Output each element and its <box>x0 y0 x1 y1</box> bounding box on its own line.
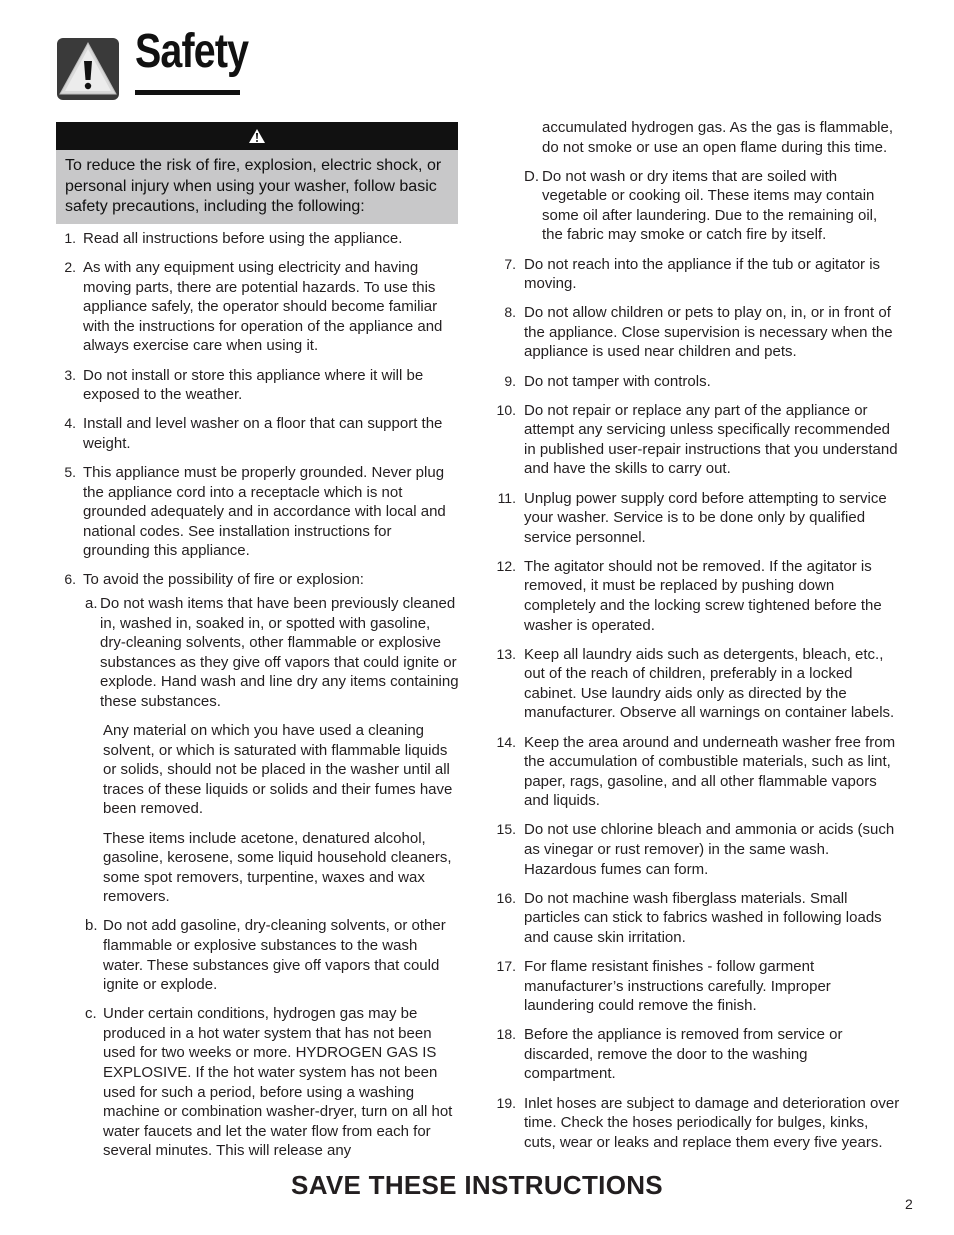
list-item: 2. As with any equipment using electricity and having moving parts, there are potential hazards. To use this appliance safely, the operator should become familiar with the instructions for operation of the appliance and always exercise care when using it. <box>64 259 443 355</box>
paragraph: accumulated hydrogen gas. As the gas is flammable, do not smoke or use an open flame during this time. <box>542 119 894 156</box>
page-number: 2 <box>905 1196 913 1212</box>
sub-item: c. Under certain conditions, hydrogen gas may be produced in a hot water system that has not been used for two weeks or more. HYDROGEN GAS IS EXPLOSIVE. If the hot water system has not been used for such a period, before using a washing machine or combination washer-dryer, turn on all hot water faucets and let the water flow from each for several minutes. This will release any <box>85 1005 453 1160</box>
list-item: 4. Install and level washer on a floor that can support the weight. <box>64 415 443 452</box>
list-item: 3. Do not install or store this appliance where it will be exposed to the weather. <box>64 366 424 404</box>
list-item: 5. This appliance must be properly grounded. Never plug the appliance cord into a receptacle which is not grounded adequately and in accordance with local and national codes. See installation instructions for grounding this appliance. <box>64 463 446 560</box>
page-title: Safety <box>135 25 249 78</box>
list-item: 10. Do not repair or replace any part of the appliance or attempt any servicing unless specifically recommended in published user-repair instructions that you understand and have the skills to carry out. <box>496 401 898 478</box>
list-item: 19. Inlet hoses are subject to damage and deterioration over time. Check the hoses periodically for bulges, kinks, cuts, wear or leaks and replace them every five years. <box>496 1094 900 1151</box>
list-item: 15. Do not use chlorine bleach and ammonia or acids (such as vinegar or rust remover) in the same wash. Hazardous fumes can form. <box>496 821 895 878</box>
paragraph: These items include acetone, denatured alcohol, gasoline, kerosene, some liquid household cleaners, some spot removers, turpentine, waxes and wax removers. <box>103 829 452 906</box>
warning-triangle-icon <box>248 128 266 144</box>
list-item: 16. Do not machine wash fiberglass materials. Small particles can stick to fabrics washed in following loads and cause skin irritation. <box>496 889 882 946</box>
list-item: 8. Do not allow children or pets to play on, in, or in front of the appliance. Close supervision is necessary when the appliance is used near children and pets. <box>504 304 893 361</box>
instructions-right-column <box>490 118 900 1162</box>
warning-bar <box>56 122 458 150</box>
list-item: 14. Keep the area around and underneath washer free from the accumulation of combustible materials, such as lint, paper, rags, gasoline, and all other flammable vapors and liquids. <box>496 733 896 810</box>
paragraph: Any material on which you have used a cleaning solvent, or which is saturated with flammable liquids or solids, should not be placed in the washer until all traces of these liquids or solids and their fumes have been removed. <box>103 722 453 818</box>
list-item: 12. The agitator should not be removed. If the agitator is removed, it must be replaced by pushing down completely and the locking screw tightened before the washer is operated. <box>496 557 882 634</box>
title-underline <box>135 90 240 95</box>
list-item: 17. For flame resistant finishes - follow garment manufacturer’s instructions carefully. Improper laundering could remove the finish. <box>496 957 831 1015</box>
warning-text: To reduce the risk of fire, explosion, electric shock, or personal injury when using your washer, follow basic safety precautions, including the following: <box>56 150 458 224</box>
sub-item: b. Do not add gasoline, dry-cleaning solvents, or other flammable or explosive substances to the wash water. These substances give off vapors that could ignite or explode. <box>85 917 446 994</box>
sub-item: D. Do not wash or dry items that are soiled with vegetable or cooking oil. These items may contain some oil after laundering. Due to the remaining oil, the fabric may smoke or catch fire by itself. <box>524 167 878 244</box>
list-item: 6. To avoid the possibility of fire or explosion: <box>64 571 364 589</box>
list-item: 9. Do not tamper with controls. <box>504 372 711 390</box>
warning-triangle-icon <box>56 37 120 101</box>
list-item: 13. Keep all laundry aids such as detergents, bleach, etc., out of the reach of children, preferably in a locked cabinet. Use laundry aids only as directed by the manufacturer. Observe all warnings on container labels. <box>496 645 895 722</box>
save-instructions-heading: SAVE THESE INSTRUCTIONS <box>291 1170 663 1200</box>
instructions-left-column <box>56 229 460 1171</box>
list-item: 11. Unplug power supply cord before attempting to service your washer. Service is to be done only by qualified service personnel. <box>497 489 887 546</box>
sub-item: a. Do not wash items that have been previously cleaned in, washed in, soaked in, or spotted with gasoline, dry-cleaning solvents, other flammable or explosive substances as they give off vapors that could ignite or explode. Hand wash and line dry any items containing these substances. <box>85 595 459 710</box>
list-item: 7. Do not reach into the appliance if the tub or agitator is moving. <box>504 255 881 293</box>
list-item: 18. Before the appliance is removed from service or discarded, remove the door to the washing compartment. <box>496 1026 843 1083</box>
list-item: 1. Read all instructions before using the appliance. <box>64 230 403 247</box>
